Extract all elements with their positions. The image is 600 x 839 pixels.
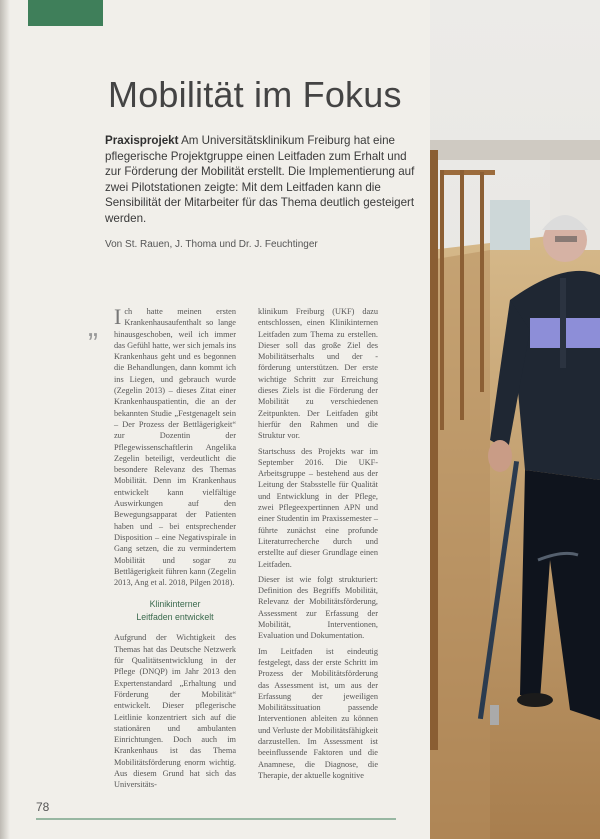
- binding-shadow: [0, 0, 10, 839]
- article-byline: Von St. Rauen, J. Thoma und Dr. J. Feuchtinger: [105, 239, 318, 250]
- section-subheading: [114, 598, 236, 624]
- intro-text: Am Universitätsklinikum Freiburg hat eine pflegerische Projektgruppe einen Leitfaden zum Erhalt und zur Förderung der Mobilität erstellt. Die Implementierung auf zwei Pilotstationen zeigte: Mit dem Leitfaden kann die Sensibilität der Mitarbeiter für das Thema deutlich gesteigert werden.: [105, 134, 415, 225]
- subheading-line-2: Leitfaden entwickelt: [136, 612, 214, 623]
- subheading-line-1: Klinikinterner: [149, 599, 201, 610]
- text-column-right: [258, 306, 378, 785]
- intro-kicker: Praxisprojekt: [105, 134, 179, 147]
- article-title: Mobilität im Fokus: [108, 74, 402, 115]
- text-column-left: [114, 306, 236, 795]
- paragraph: Im Leitfaden ist eindeutig festgelegt, dass der erste Schritt im Prozess der Mobilitätsförderung das Assessment ist, um aus der Erfassung der jeweiligen Mobilitätssituation passende Interventionen ableiten zu können und Verluste der Mobilitätsfähigkeit darzustellen. Im Assessment ist beeinflussende Faktoren und die Anamnese, die Diagnose, die Therapie, der aktuelle kognitive: [258, 646, 378, 780]
- paragraph: klinikum Freiburg (UKF) dazu entschlossen, einen Klinikinternen Leitfaden zum Thema zu erstellen. Dieser soll das große Ziel des Mobilitätserhalts und der -förderung unterstützen. Der erste wichtige Schritt zur Erreichung dieses Ziels ist die Förderung der Mobilität zu verschiedenen Zeitpunkten. Der Leitfaden gibt hierfür den Rahmen und die Struktur vor.: [258, 307, 378, 441]
- article-photo: [430, 0, 600, 839]
- paragraph: [114, 306, 236, 588]
- paragraph-text: ch hatte meinen ersten Krankenhausaufenthalt so lange hinausgeschoben, weil ich immer das Gefühl hatte, wer sich jemals ins Krankenhaus geht und es begonnen die Behandlungen, dann kommt ich ins Liegen, und gebrauch wurde (Zegelin 2013) – dieses Zitat einer Krankenhauspatientin, die an der bekannten Studie „Festgenagelt sein – Der Prozess der Bettlägerigkeit“ zur Dozentin der Pflegewissenschaftlerin Angelika Zegelin beteiligt, verdeutlicht die besondere Relevanz des Themas Mobilität. Denn im Krankenhaus entwickelt kann vielfältige Auswirkungen auf den Bewegungsapparat der Patienten haben und – bei entsprechender Disposition – eine Negativspirale in Gang setzen, die zu vermindertem Mobilität und sogar zu Bettlägerigkeit führen kann (Zegelin 2013, Ang et al. 2018, Pilgen 2018).: [114, 307, 236, 588]
- article-intro: [105, 133, 415, 227]
- photo-elderly-man-with-cane: [430, 0, 600, 839]
- paragraph: Startschuss des Projekts war im September 2016. Die UKF-Arbeitsgruppe – bestehend aus der Leitung der Stabsstelle für Qualität und Entwicklung in der Pflege, zwei Pflegeexpertinnen APN und einer Studentin im Praxissemester – führte zunächst eine profunde Literaturrecherche durch und erstellte auf dieser Grundlage einen Leitfaden.: [258, 446, 378, 569]
- drop-cap: I: [114, 304, 122, 329]
- footer-rule: [36, 818, 396, 820]
- section-color-tab: [28, 0, 103, 26]
- page-number: 78: [36, 800, 50, 814]
- paragraph: Dieser ist wie folgt strukturiert: Definition des Begriffs Mobilität, Relevanz der Mobilitätsförderung, Assessment zur Erfassung der Mobilität, Interventionen, Evaluation und Dokumentation.: [258, 574, 378, 641]
- quote-mark-icon: „: [88, 310, 98, 343]
- paragraph: Aufgrund der Wichtigkeit des Themas hat das Deutsche Netzwerk für Qualitätsentwicklung in der Pflege (DNQP) im Jahr 2013 den Expertenstandard „Erhaltung und Förderung der Mobilität“ entwickelt. Dieser pflegerische Leitlinie konzentriert sich auf die stationären und ambulanten Einrichtungen. Doch auch im Krankenhaus ist das Thema Mobilitätsförderung enorm wichtig. Aus diesem Grund hat sich das Universitäts-: [114, 633, 236, 790]
